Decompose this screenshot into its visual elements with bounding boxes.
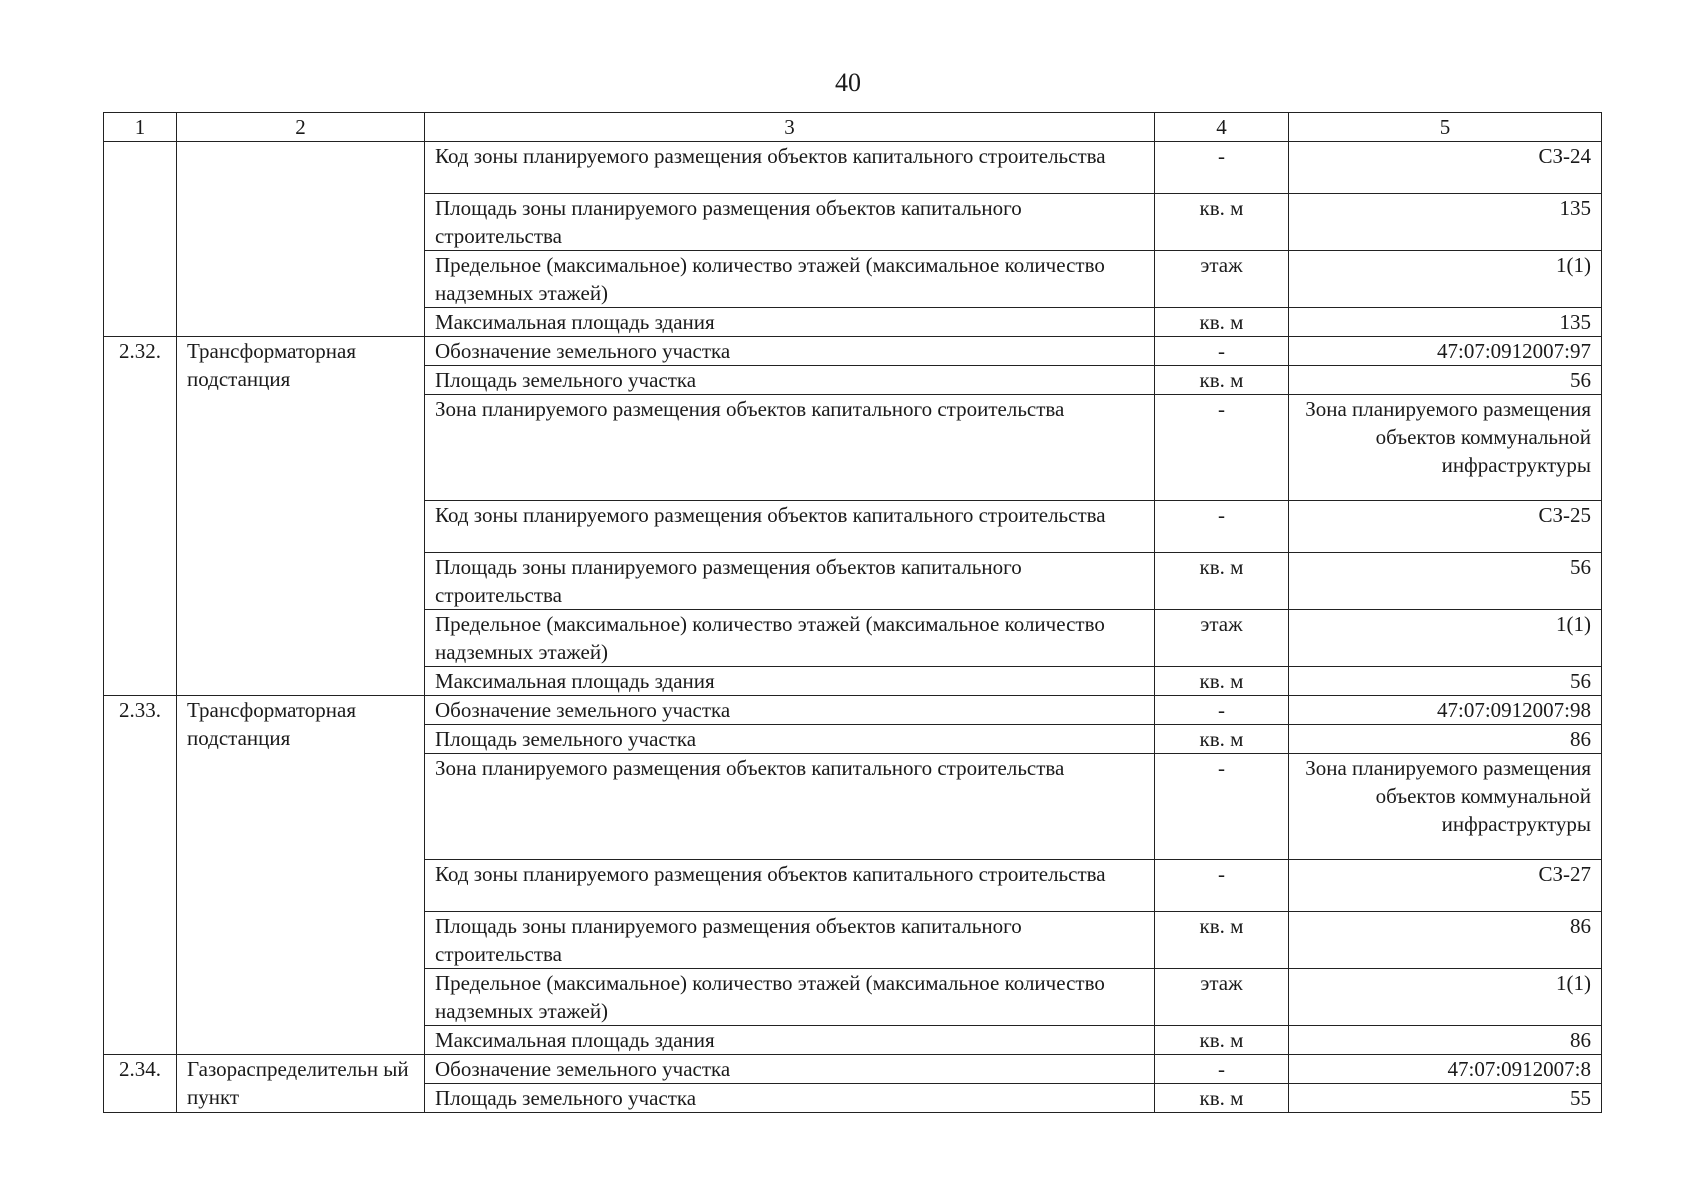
parameter-cell: Максимальная площадь здания — [425, 667, 1155, 696]
parameter-cell: Обозначение земельного участка — [425, 337, 1155, 366]
unit-cell: кв. м — [1155, 1084, 1289, 1113]
parameter-cell: Обозначение земельного участка — [425, 696, 1155, 725]
unit-cell: этаж — [1155, 969, 1289, 1026]
unit-cell: - — [1155, 142, 1289, 194]
object-name-cell — [177, 142, 425, 337]
row-number-cell: 2.34. — [104, 1055, 177, 1113]
table-row — [104, 696, 1602, 725]
value-cell: 1(1) — [1289, 969, 1602, 1026]
value-cell: 56 — [1289, 553, 1602, 610]
column-header-5: 5 — [1289, 113, 1602, 142]
unit-cell: кв. м — [1155, 912, 1289, 969]
value-cell: 86 — [1289, 912, 1602, 969]
unit-cell: кв. м — [1155, 308, 1289, 337]
parameter-cell: Максимальная площадь здания — [425, 308, 1155, 337]
parameters-table — [103, 112, 1602, 1113]
parameter-cell: Площадь зоны планируемого размещения объектов капитального строительства — [425, 912, 1155, 969]
column-header-3: 3 — [425, 113, 1155, 142]
unit-cell: этаж — [1155, 251, 1289, 308]
value-cell: 55 — [1289, 1084, 1602, 1113]
unit-cell: - — [1155, 395, 1289, 501]
column-header-1: 1 — [104, 113, 177, 142]
object-name-cell: Трансформаторная подстанция — [177, 337, 425, 696]
parameter-cell: Предельное (максимальное) количество этажей (максимальное количество надземных этажей) — [425, 969, 1155, 1026]
row-number-cell — [104, 142, 177, 337]
value-cell: 86 — [1289, 1026, 1602, 1055]
table-row — [104, 1055, 1602, 1084]
parameter-cell: Код зоны планируемого размещения объектов капитального строительства — [425, 501, 1155, 553]
value-cell: СЗ-24 — [1289, 142, 1602, 194]
object-name-cell: Трансформаторная подстанция — [177, 696, 425, 1055]
value-cell: 135 — [1289, 308, 1602, 337]
value-cell: 56 — [1289, 667, 1602, 696]
parameter-cell: Площадь зоны планируемого размещения объектов капитального строительства — [425, 553, 1155, 610]
parameter-cell: Код зоны планируемого размещения объектов капитального строительства — [425, 860, 1155, 912]
unit-cell: этаж — [1155, 610, 1289, 667]
parameter-cell: Площадь земельного участка — [425, 366, 1155, 395]
value-cell: 47:07:0912007:98 — [1289, 696, 1602, 725]
parameter-cell: Площадь земельного участка — [425, 725, 1155, 754]
unit-cell: кв. м — [1155, 553, 1289, 610]
unit-cell: - — [1155, 1055, 1289, 1084]
row-number-cell: 2.33. — [104, 696, 177, 1055]
value-cell: Зона планируемого размещения объектов коммунальной инфраструктуры — [1289, 395, 1602, 501]
unit-cell: кв. м — [1155, 194, 1289, 251]
page-number: 40 — [835, 68, 861, 97]
row-number-cell: 2.32. — [104, 337, 177, 696]
parameter-cell: Зона планируемого размещения объектов капитального строительства — [425, 754, 1155, 860]
parameter-cell: Предельное (максимальное) количество этажей (максимальное количество надземных этажей) — [425, 251, 1155, 308]
unit-cell: кв. м — [1155, 1026, 1289, 1055]
value-cell: Зона планируемого размещения объектов коммунальной инфраструктуры — [1289, 754, 1602, 860]
value-cell: 135 — [1289, 194, 1602, 251]
value-cell: 56 — [1289, 366, 1602, 395]
unit-cell: - — [1155, 754, 1289, 860]
value-cell: СЗ-25 — [1289, 501, 1602, 553]
value-cell: 86 — [1289, 725, 1602, 754]
unit-cell: кв. м — [1155, 667, 1289, 696]
parameter-cell: Площадь земельного участка — [425, 1084, 1155, 1113]
unit-cell: - — [1155, 337, 1289, 366]
column-header-2: 2 — [177, 113, 425, 142]
parameter-cell: Код зоны планируемого размещения объектов капитального строительства — [425, 142, 1155, 194]
unit-cell: - — [1155, 860, 1289, 912]
parameter-cell: Зона планируемого размещения объектов капитального строительства — [425, 395, 1155, 501]
column-header-4: 4 — [1155, 113, 1289, 142]
parameter-cell: Площадь зоны планируемого размещения объектов капитального строительства — [425, 194, 1155, 251]
value-cell: 47:07:0912007:8 — [1289, 1055, 1602, 1084]
parameter-cell: Обозначение земельного участка — [425, 1055, 1155, 1084]
parameter-cell: Предельное (максимальное) количество этажей (максимальное количество надземных этажей) — [425, 610, 1155, 667]
unit-cell: кв. м — [1155, 366, 1289, 395]
table-row — [104, 142, 1602, 194]
header-row — [104, 113, 1602, 142]
value-cell: 47:07:0912007:97 — [1289, 337, 1602, 366]
unit-cell: кв. м — [1155, 725, 1289, 754]
table-row — [104, 337, 1602, 366]
unit-cell: - — [1155, 501, 1289, 553]
unit-cell: - — [1155, 696, 1289, 725]
value-cell: СЗ-27 — [1289, 860, 1602, 912]
object-name-cell: Газораспределительн ый пункт — [177, 1055, 425, 1113]
value-cell: 1(1) — [1289, 251, 1602, 308]
value-cell: 1(1) — [1289, 610, 1602, 667]
parameter-cell: Максимальная площадь здания — [425, 1026, 1155, 1055]
